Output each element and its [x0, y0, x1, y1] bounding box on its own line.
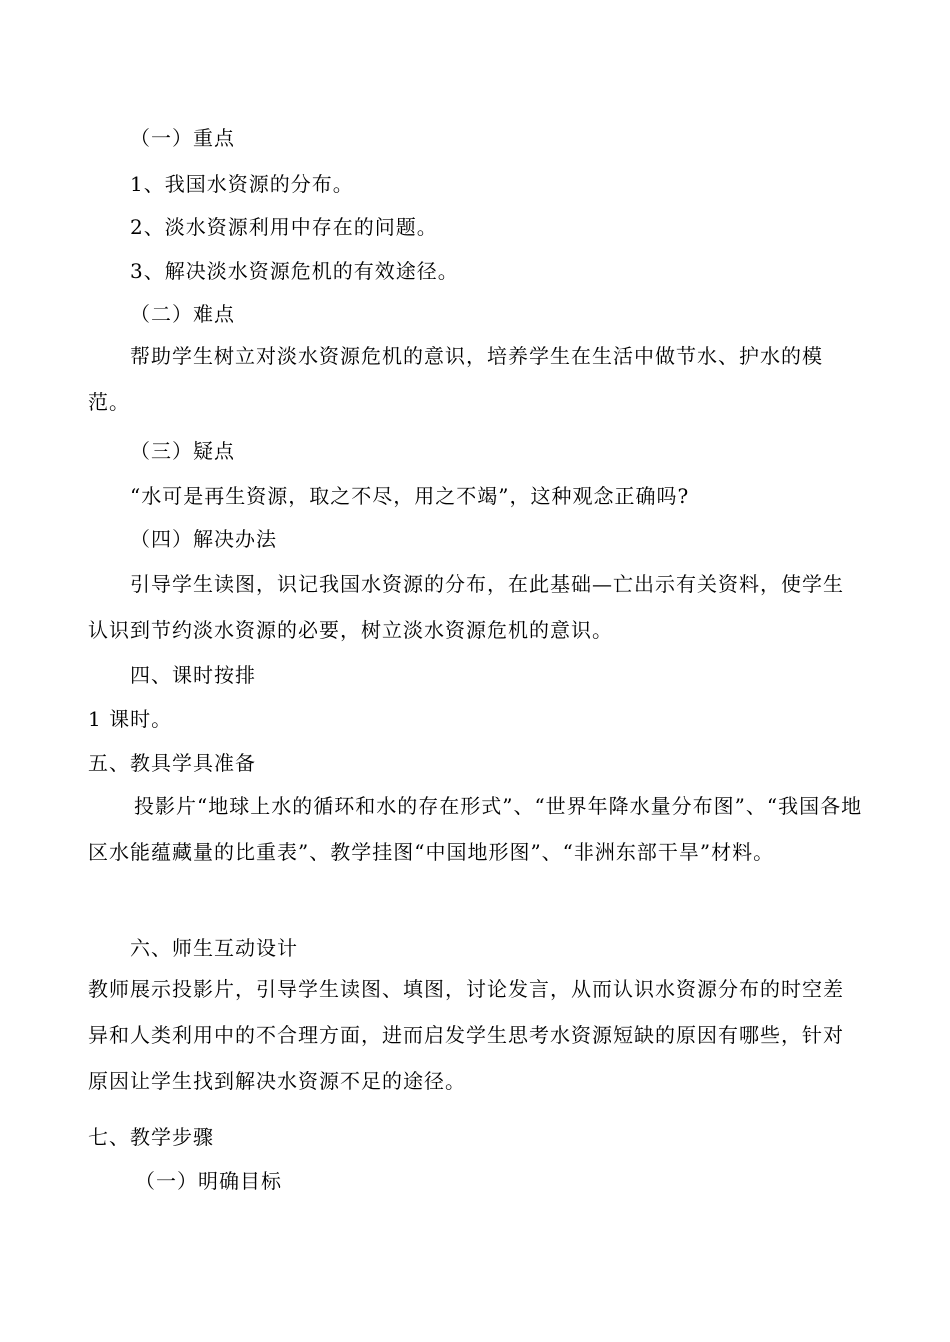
solution-text: 引导学生读图，识记我国水资源的分布，在此基础—亡出示有关资料，使学生认识到节约淡水资源的必要，树立淡水资源危机的意识。 [88, 572, 844, 642]
tools-text: 投影片“地球上水的循环和水的存在形式”、“世界年降水量分布图”、“我国各地区水能蕴藏量的比重表”、教学挂图“中国地形图”、“非洲东部干旱”材料。 [88, 794, 863, 864]
key-point-1: 1、我国水资源的分布。 [130, 172, 354, 196]
steps-heading: 七、教学步骤 [88, 1125, 214, 1149]
difficulty-text: 帮助学生树立对淡水资源危机的意识，培养学生在生活中做节水、护水的模范。 [88, 344, 823, 414]
interaction-text: 教师展示投影片，引导学生读图、填图，讨论发言，从而认识水资源分布的时空差异和人类利用中的不合理方面，进而启发学生思考水资源短缺的原因有哪些，针对原因让学生找到解决水资源不足的途径。 [88, 977, 844, 1093]
interaction-heading: 六、师生互动设计 [130, 936, 298, 960]
tools-heading: 五、教具学具准备 [88, 751, 256, 775]
doubt-text: “水可是再生资源，取之不尽，用之不竭”，这种观念正确吗? [130, 484, 690, 508]
schedule-heading: 四、课时按排 [130, 663, 256, 687]
schedule-text: 1 课时。 [88, 707, 173, 731]
key-point-3: 3、解决淡水资源危机的有效途径。 [130, 259, 459, 283]
doubt-heading: （三）疑点 [130, 439, 235, 463]
difficulty-heading: （二）难点 [130, 302, 235, 326]
key-point-2: 2、淡水资源利用中存在的问题。 [130, 215, 438, 239]
solution-heading: （四）解决办法 [130, 527, 277, 551]
key-points-heading: （一）重点 [130, 126, 235, 150]
steps-sub-heading: （一）明确目标 [135, 1169, 282, 1193]
